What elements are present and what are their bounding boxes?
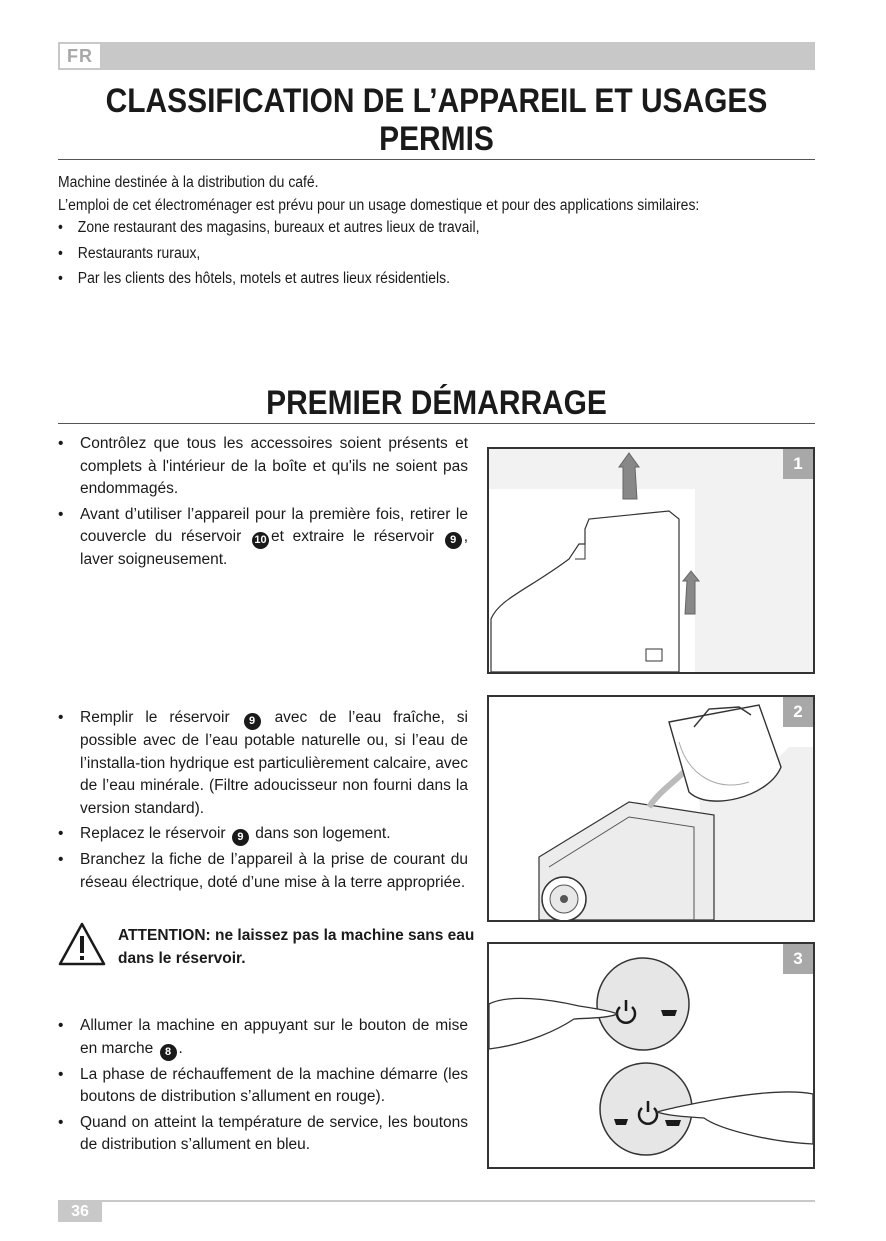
warning-text: ATTENTION: ne laissez pas la machine sans eau dans le réservoir.	[118, 927, 475, 967]
list-item: • Branchez la fiche de l’appareil à la prise de courant du réseau électrique, doté d’une mise à la terre appropriée.	[58, 849, 468, 894]
intro-line-1: Machine destinée à la distribution du café.	[58, 174, 319, 191]
figure-3	[487, 942, 815, 1169]
list-item: • La phase de réchauffement de la machine démarre (les boutons de distribution s’allument en rouge).	[58, 1064, 468, 1109]
page-number: 36	[58, 1202, 102, 1222]
title-line-1: CLASSIFICATION DE L’APPAREIL ET USAGES	[105, 82, 768, 120]
step-text: et extraire le réservoir	[270, 528, 434, 545]
section-title-classification	[103, 82, 769, 158]
step-text: Replacez le réservoir	[80, 825, 226, 842]
ref-number-badge: 9	[232, 829, 249, 846]
list-item: • Par les clients des hôtels, motels et autres lieux résidentiels.	[58, 268, 778, 291]
paragraph-intro	[58, 171, 778, 217]
ref-number-badge: 8	[160, 1044, 177, 1061]
steps-block-1	[58, 433, 468, 575]
step-text: Avant d’utiliser l’appareil pour la première fois, retirer le couvercle du réservoir	[80, 505, 468, 545]
footer-rule	[58, 1200, 815, 1202]
figure-3-illustration	[489, 944, 813, 1167]
title-underline	[58, 159, 815, 160]
steps-block-3	[58, 1015, 468, 1160]
step-text: Allumer la machine en appuyant sur le bouton de mise en marche	[80, 1017, 468, 1057]
list-item: • Contrôlez que tous les accessoires soient présents et complets à l'intérieur de la boîte et qu'ils ne soient pas endommagés.	[58, 433, 468, 501]
warning-triangle-icon	[58, 922, 106, 966]
step-text: Remplir le réservoir	[80, 709, 230, 726]
title-line-2: PERMIS	[379, 120, 494, 158]
list-item: • Zone restaurant des magasins, bureaux et autres lieux de travail,	[58, 217, 778, 240]
list-item: • Restaurants ruraux,	[58, 243, 778, 266]
figure-number: 2	[783, 697, 813, 727]
step-text: dans son logement.	[255, 825, 391, 842]
section-title-first-start: PREMIER DÉMARRAGE	[266, 384, 607, 422]
list-item	[58, 504, 468, 572]
language-tag: FR	[58, 42, 102, 70]
list-item	[58, 707, 468, 820]
figure-2-illustration	[489, 697, 813, 920]
step-text: avec de l’eau fraîche, si possible avec de l’eau potable naturelle ou, si l’eau de l’installa-tion hydrique est particulièrement calcaire, avec de l’eau minérale. (Filtre adoucisseur non fourni dans la version standard).	[80, 709, 468, 817]
figure-1-illustration	[489, 449, 813, 672]
figure-number: 1	[783, 449, 813, 479]
usage-list	[58, 217, 778, 294]
intro-line-2: L’emploi de cet électroménager est prévu pour un usage domestique et pour des applications similaires:	[58, 197, 700, 214]
title-underline	[58, 423, 815, 424]
figure-number: 3	[783, 944, 813, 974]
figure-2	[487, 695, 815, 922]
ref-number-badge: 10	[252, 532, 269, 549]
list-item: • Quand on atteint la température de service, les boutons de distribution s’allument en bleu.	[58, 1112, 468, 1157]
list-item	[58, 1015, 468, 1061]
step-text: .	[178, 1039, 183, 1057]
steps-block-2	[58, 707, 468, 897]
header-bar	[58, 42, 815, 70]
step-text: , laver soigneusement.	[80, 528, 469, 568]
ref-number-badge: 9	[244, 713, 261, 730]
figure-1	[487, 447, 815, 674]
ref-number-badge: 9	[445, 532, 462, 549]
list-item	[58, 823, 468, 846]
